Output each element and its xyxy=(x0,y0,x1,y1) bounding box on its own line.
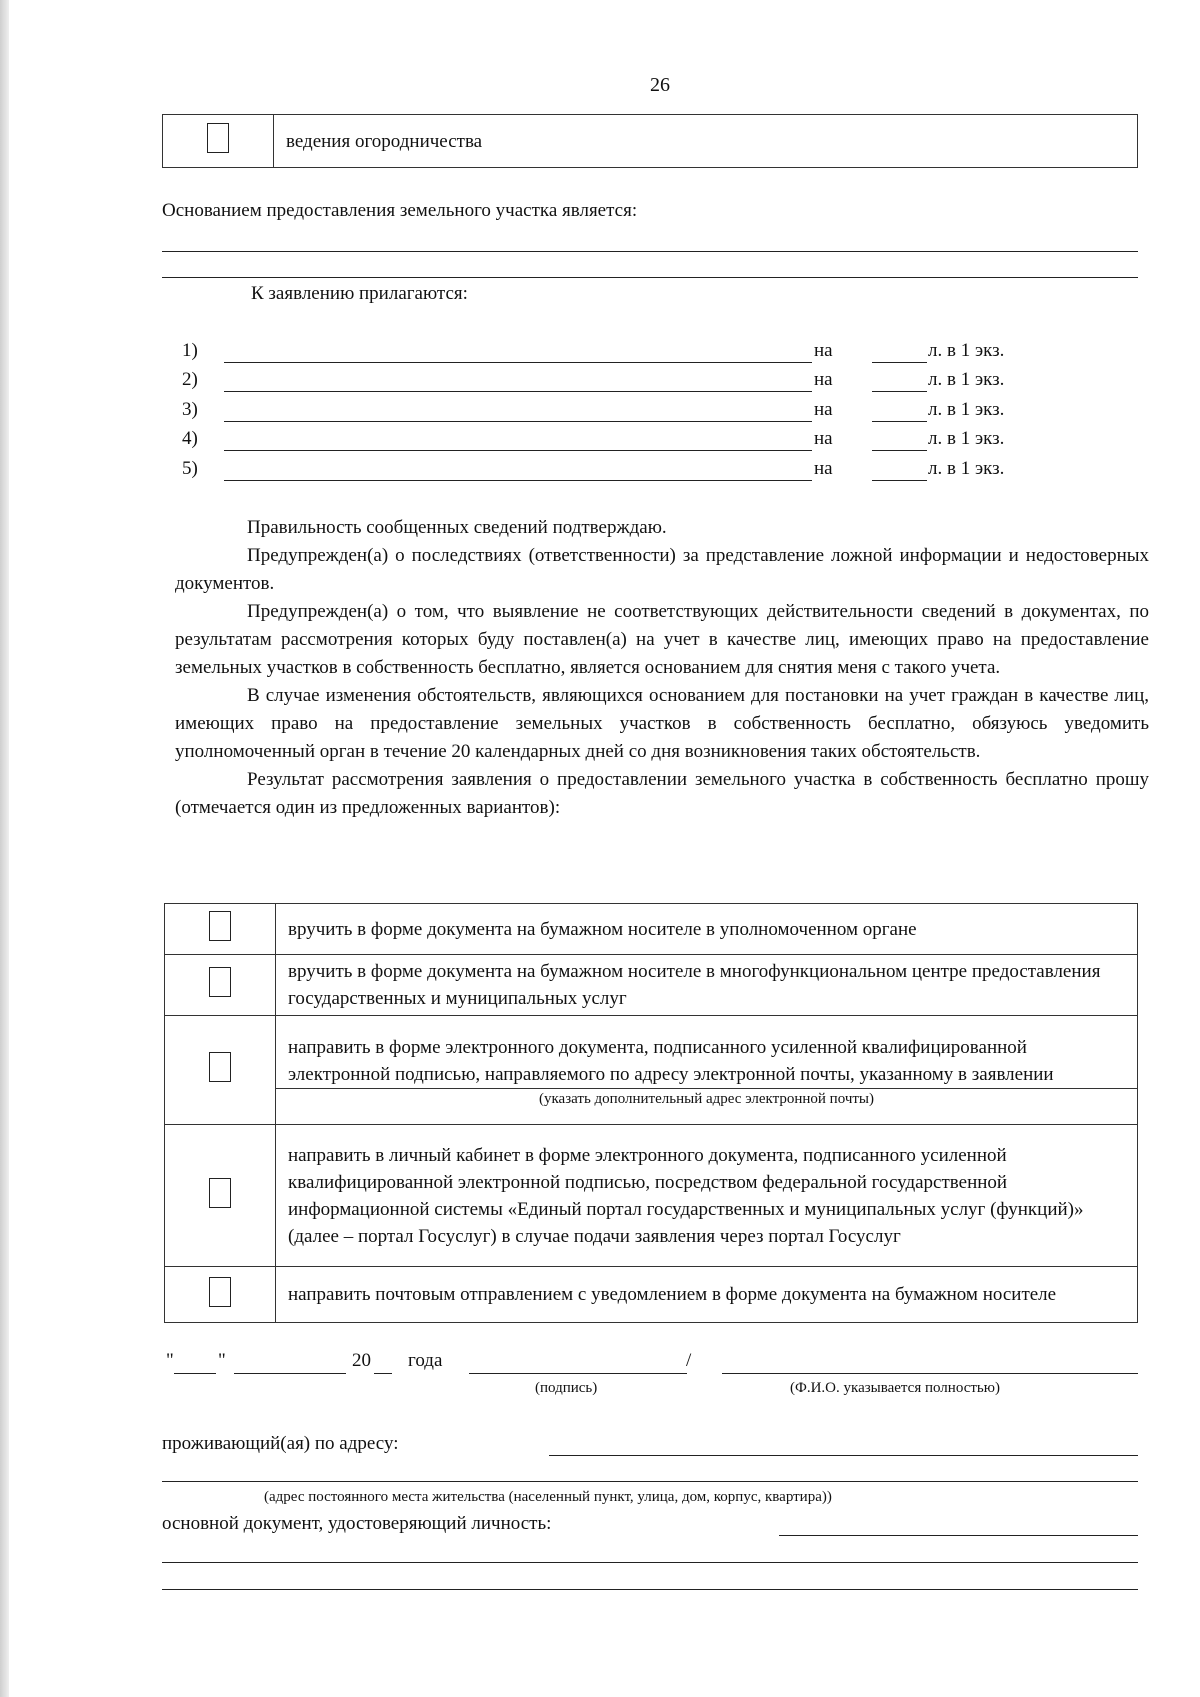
date-quote-open: " xyxy=(166,1350,174,1371)
attachment-number: 5) xyxy=(182,458,198,479)
checkbox[interactable] xyxy=(209,1178,231,1208)
option-row xyxy=(165,955,1138,1016)
checkbox[interactable] xyxy=(209,967,231,997)
basis-label: Основанием предоставления земельного участка является: xyxy=(162,200,638,221)
checkbox[interactable] xyxy=(207,123,229,153)
scan-edge xyxy=(0,0,9,1697)
identity-doc-label: основной документ, удостоверяющий личность: xyxy=(162,1513,552,1534)
address-field-1[interactable] xyxy=(549,1455,1138,1456)
attachment-name-field[interactable] xyxy=(224,362,812,363)
full-name-field[interactable] xyxy=(722,1373,1138,1374)
month-field[interactable] xyxy=(234,1373,346,1374)
basis-line-2[interactable] xyxy=(162,277,1138,278)
year-field[interactable] xyxy=(374,1373,392,1374)
day-field[interactable] xyxy=(174,1373,216,1374)
attachment-name-field[interactable] xyxy=(224,450,812,451)
address-field-2[interactable] xyxy=(162,1481,1138,1482)
attachment-number: 4) xyxy=(182,428,198,449)
attachment-na: на xyxy=(814,428,833,449)
name-caption: (Ф.И.О. указывается полностью) xyxy=(790,1380,1000,1396)
top-option-table xyxy=(162,114,1138,168)
identity-doc-field-2[interactable] xyxy=(162,1562,1138,1563)
paragraph: Предупрежден(а) о том, что выявление не соответствующих действительности сведений в документах, по результатам рассмотрения которых буду поставлен(а) на учет в качестве лиц, имеющих право на предоставление земельных участков в собственность бесплатно, является основанием для снятия меня с такого учета. xyxy=(175,601,1149,678)
year-prefix: 20 xyxy=(352,1350,371,1371)
checkbox[interactable] xyxy=(209,911,231,941)
attachment-number: 1) xyxy=(182,340,198,361)
option-label: ведения огородничества xyxy=(274,115,1138,168)
address-caption: (адрес постоянного места жительства (населенный пункт, улица, дом, корпус, квартира)) xyxy=(264,1489,832,1505)
checkbox[interactable] xyxy=(209,1052,231,1082)
result-options-table xyxy=(164,903,1138,1323)
attachment-suffix: л. в 1 экз. xyxy=(928,369,1005,390)
option-row xyxy=(165,1016,1138,1125)
page-number: 26 xyxy=(650,74,670,96)
attachment-na: на xyxy=(814,340,833,361)
attachment-pages-field[interactable] xyxy=(872,391,927,392)
email-field-caption[interactable]: (указать дополнительный адрес электронной почты) xyxy=(276,1088,1137,1109)
paragraph: Результат рассмотрения заявления о предоставлении земельного участка в собственность бесплатно прошу (отмечается один из предложенных вариантов): xyxy=(175,769,1149,818)
declarations xyxy=(175,514,1149,822)
option-label: вручить в форме документа на бумажном носителе в уполномоченном органе xyxy=(276,904,1138,955)
date-quote-close: " xyxy=(218,1350,226,1371)
option-row xyxy=(163,115,1138,168)
option-row xyxy=(165,1267,1138,1323)
attachment-name-field[interactable] xyxy=(224,391,812,392)
option-label: направить почтовым отправлением с уведомлением в форме документа на бумажном носителе xyxy=(276,1267,1138,1323)
signature-field[interactable] xyxy=(469,1373,687,1374)
option-label: вручить в форме документа на бумажном носителе в многофункциональном центре предоставления государственных и муниципальных услуг xyxy=(276,955,1138,1016)
paragraph: В случае изменения обстоятельств, являющихся основанием для постановки на учет граждан в качестве лиц, имеющих право на предоставление земельных участков в собственность бесплатно, обязуюсь уведомить уполномоченный орган в течение 20 календарных дней со дня возникновения таких обстоятельств. xyxy=(175,685,1149,762)
identity-doc-field-3[interactable] xyxy=(162,1589,1138,1590)
address-label: проживающий(ая) по адресу: xyxy=(162,1433,399,1454)
attachment-pages-field[interactable] xyxy=(872,450,927,451)
attachment-pages-field[interactable] xyxy=(872,480,927,481)
attachment-pages-field[interactable] xyxy=(872,421,927,422)
attachment-suffix: л. в 1 экз. xyxy=(928,340,1005,361)
slash: / xyxy=(686,1350,692,1371)
identity-doc-field-1[interactable] xyxy=(779,1535,1138,1536)
attachment-na: на xyxy=(814,369,833,390)
option-label: направить в личный кабинет в форме электронного документа, подписанного усиленной квалифицированной электронной подписью, посредством федеральной государственной информационной системы «Единый портал государственных и муниципальных услуг (функций)» (далее – портал Госуслуг) в случае подачи заявления через портал Госуслуг xyxy=(276,1125,1138,1267)
attachment-name-field[interactable] xyxy=(224,480,812,481)
attachment-pages-field[interactable] xyxy=(872,362,927,363)
paragraph: Предупрежден(а) о последствиях (ответственности) за представление ложной информации и недостоверных документов. xyxy=(175,545,1149,594)
attachment-suffix: л. в 1 экз. xyxy=(928,399,1005,420)
signature-caption: (подпись) xyxy=(535,1380,598,1396)
attachment-na: на xyxy=(814,458,833,479)
attachment-na: на xyxy=(814,399,833,420)
checkbox[interactable] xyxy=(209,1277,231,1307)
attachment-number: 2) xyxy=(182,369,198,390)
year-suffix: года xyxy=(408,1350,443,1371)
option-row xyxy=(165,904,1138,955)
attachments-heading: К заявлению прилагаются: xyxy=(251,283,468,304)
option-row xyxy=(165,1125,1138,1267)
basis-line-1[interactable] xyxy=(162,251,1138,252)
attachment-name-field[interactable] xyxy=(224,421,812,422)
option-label: направить в форме электронного документа, подписанного усиленной квалифицированной электронной подписью, направляемого по адресу электронной почты, указанному в заявлении xyxy=(288,1037,1054,1085)
attachment-suffix: л. в 1 экз. xyxy=(928,428,1005,449)
attachment-number: 3) xyxy=(182,399,198,420)
attachment-suffix: л. в 1 экз. xyxy=(928,458,1005,479)
paragraph: Правильность сообщенных сведений подтверждаю. xyxy=(247,517,667,538)
